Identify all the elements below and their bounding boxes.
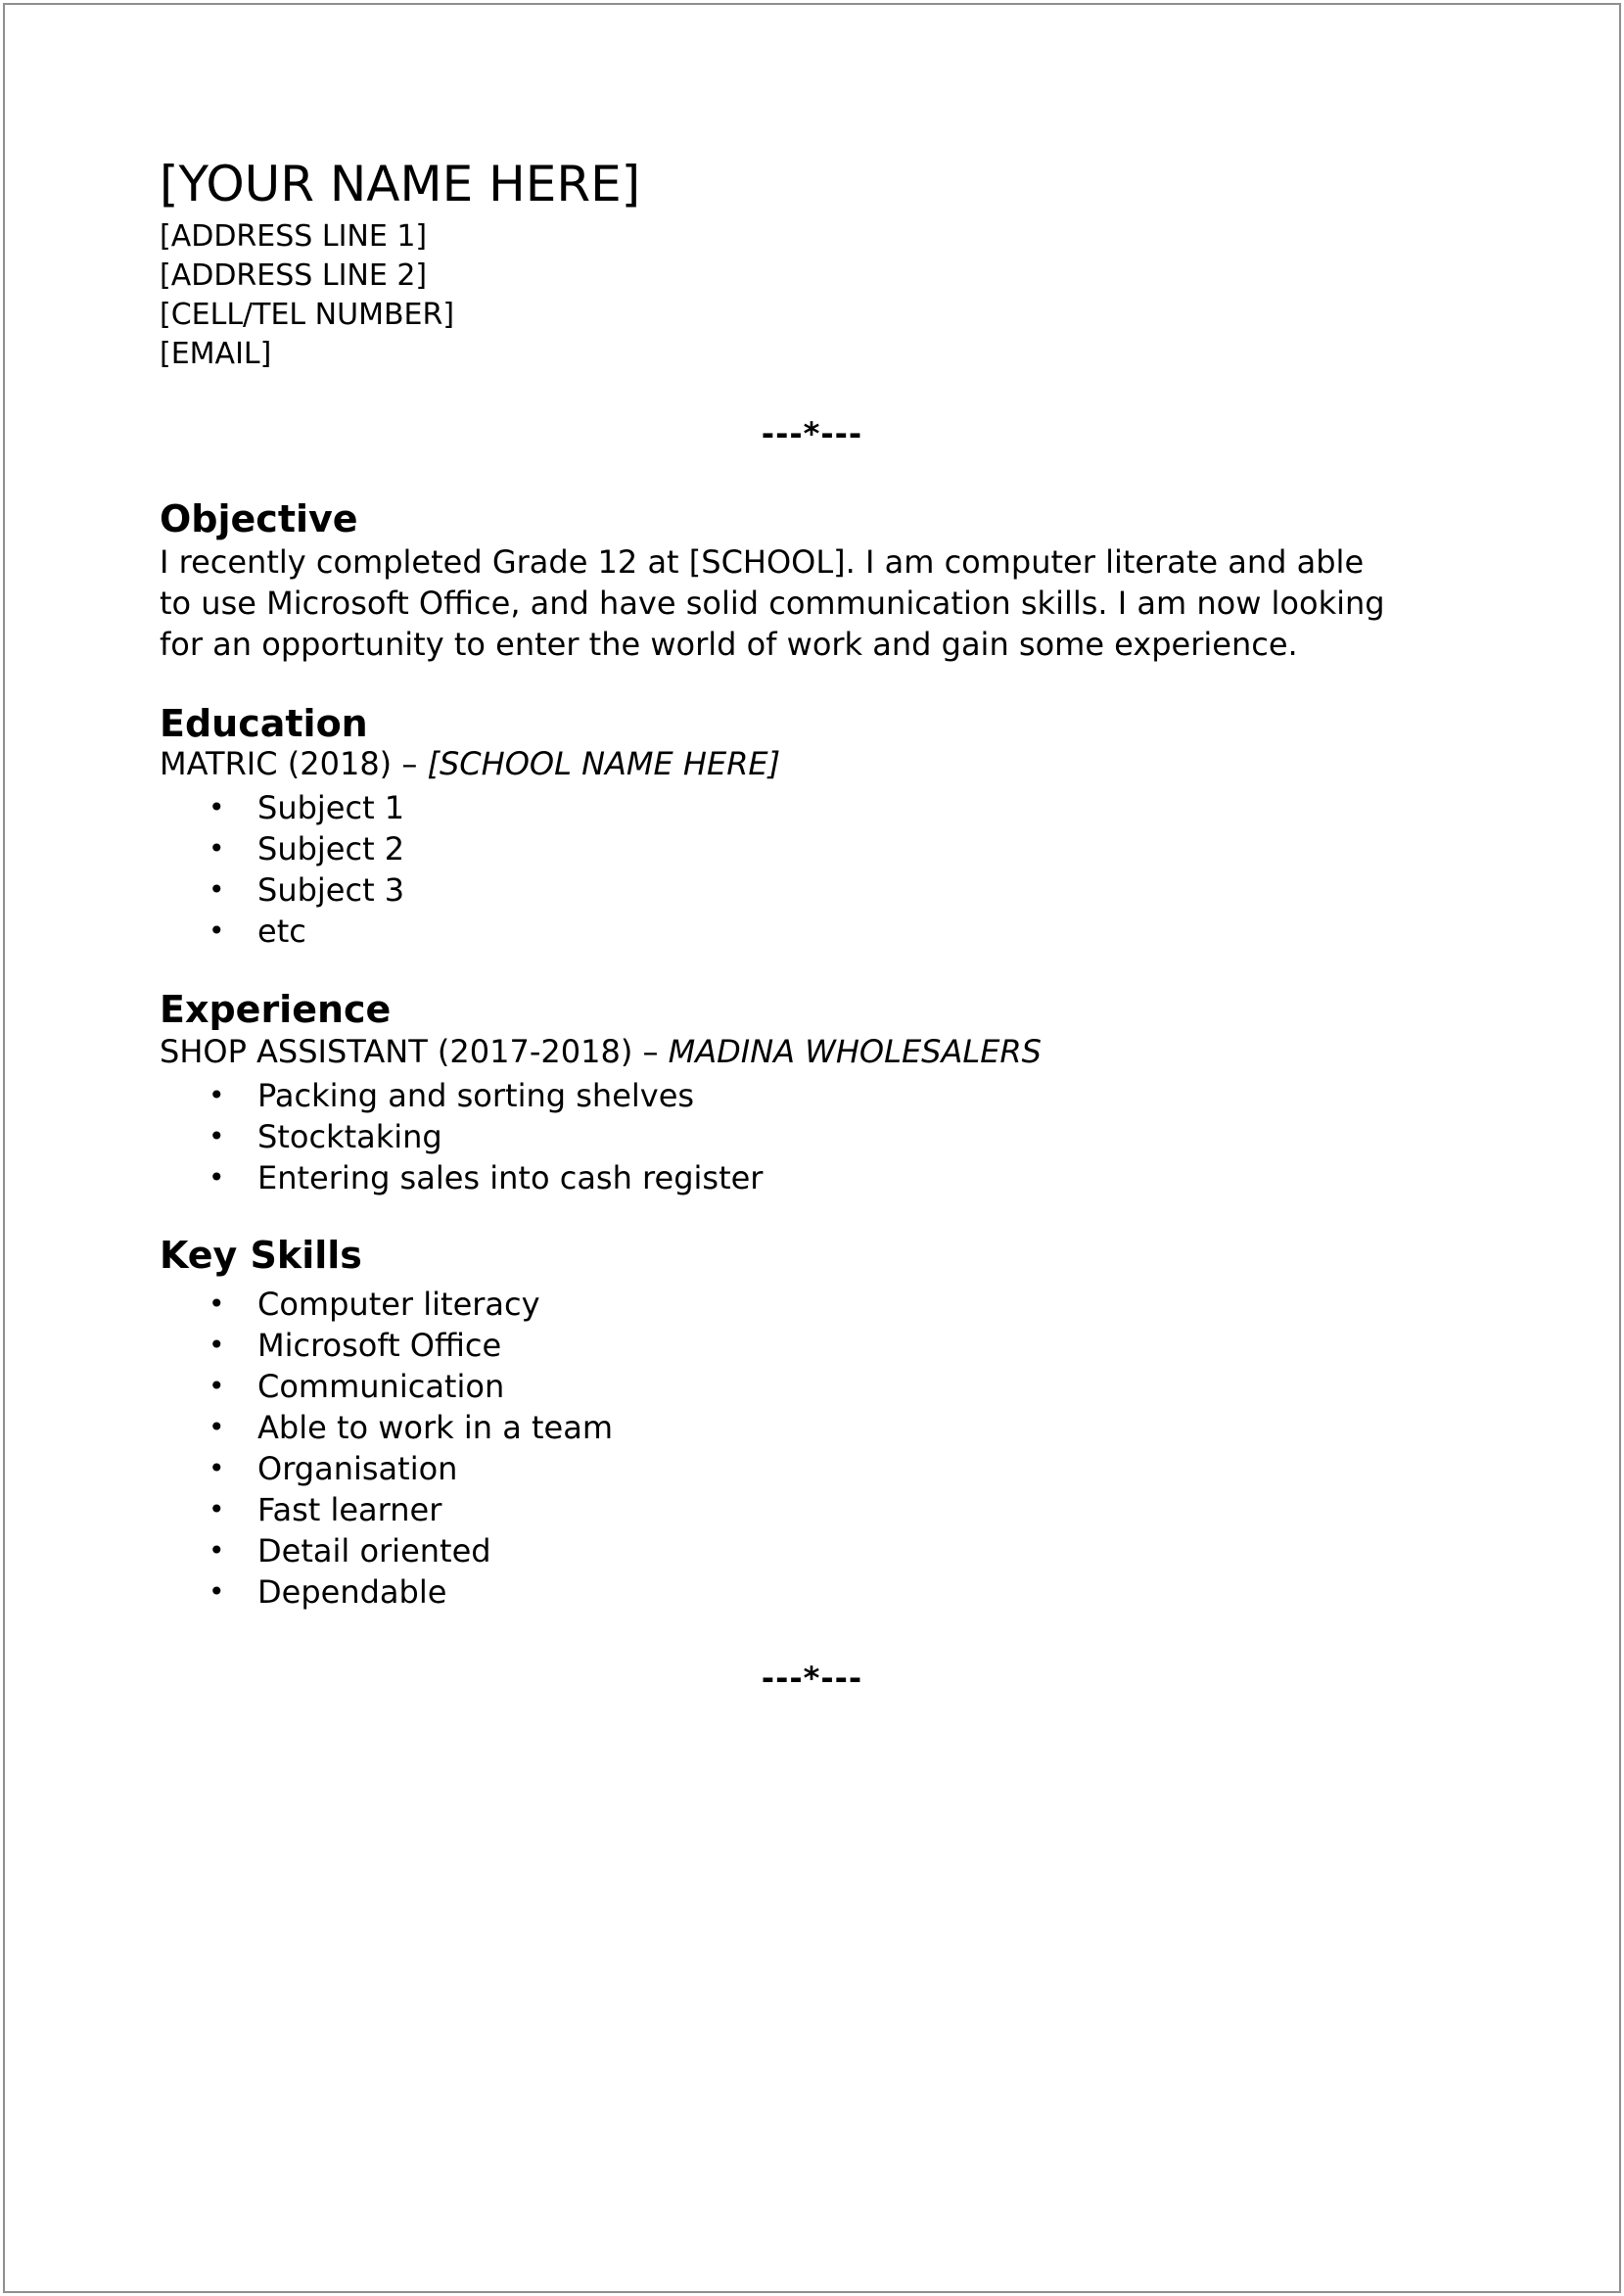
education-heading: Education: [160, 702, 368, 745]
address-line-2: [ADDRESS LINE 2]: [160, 258, 428, 293]
list-item: • Packing and sorting shelves: [160, 1075, 763, 1116]
education-subject-list: [160, 787, 404, 952]
objective-heading: Objective: [160, 497, 358, 540]
list-item: • Detail oriented: [160, 1530, 613, 1571]
education-qualification-line: [160, 743, 780, 784]
list-item: • Subject 1: [160, 787, 404, 828]
experience-duty-list: [160, 1075, 763, 1198]
key-skills-list: [160, 1284, 613, 1613]
section-separator-bottom: ---*---: [761, 1660, 863, 1697]
objective-paragraph: [160, 541, 1471, 665]
email-address: [EMAIL]: [160, 337, 272, 371]
list-item: • Stocktaking: [160, 1116, 763, 1157]
experience-role-line: [160, 1031, 1042, 1072]
list-item: • etc: [160, 911, 404, 952]
list-item: • Entering sales into cash register: [160, 1157, 763, 1198]
qualification-text: MATRIC (2018) –: [160, 745, 428, 782]
objective-line-1: I recently completed Grade 12 at [SCHOOL]. I am computer literate and able: [160, 543, 1365, 581]
key-skills-heading: Key Skills: [160, 1234, 362, 1277]
school-name-placeholder: [SCHOOL NAME HERE]: [427, 745, 781, 782]
section-separator-top: ---*---: [761, 415, 863, 452]
role-text: SHOP ASSISTANT (2017-2018) –: [160, 1033, 669, 1070]
objective-line-2: to use Microsoft Office, and have solid communication skills. I am now looking: [160, 585, 1385, 622]
list-item: • Subject 2: [160, 828, 404, 869]
list-item: • Dependable: [160, 1571, 613, 1613]
company-name: MADINA WHOLESALERS: [668, 1033, 1042, 1070]
address-line-1: [ADDRESS LINE 1]: [160, 219, 428, 254]
list-item: • Communication: [160, 1366, 613, 1407]
candidate-name-placeholder: [YOUR NAME HERE]: [160, 156, 641, 212]
list-item: • Fast learner: [160, 1489, 613, 1530]
list-item: • Computer literacy: [160, 1284, 613, 1325]
phone-number: [CELL/TEL NUMBER]: [160, 298, 455, 332]
experience-heading: Experience: [160, 988, 392, 1031]
list-item: • Microsoft Office: [160, 1325, 613, 1366]
contact-block: [160, 217, 454, 374]
list-item: • Organisation: [160, 1448, 613, 1489]
list-item: • Able to work in a team: [160, 1407, 613, 1448]
list-item: • Subject 3: [160, 869, 404, 911]
objective-line-3: for an opportunity to enter the world of work and gain some experience.: [160, 626, 1298, 663]
